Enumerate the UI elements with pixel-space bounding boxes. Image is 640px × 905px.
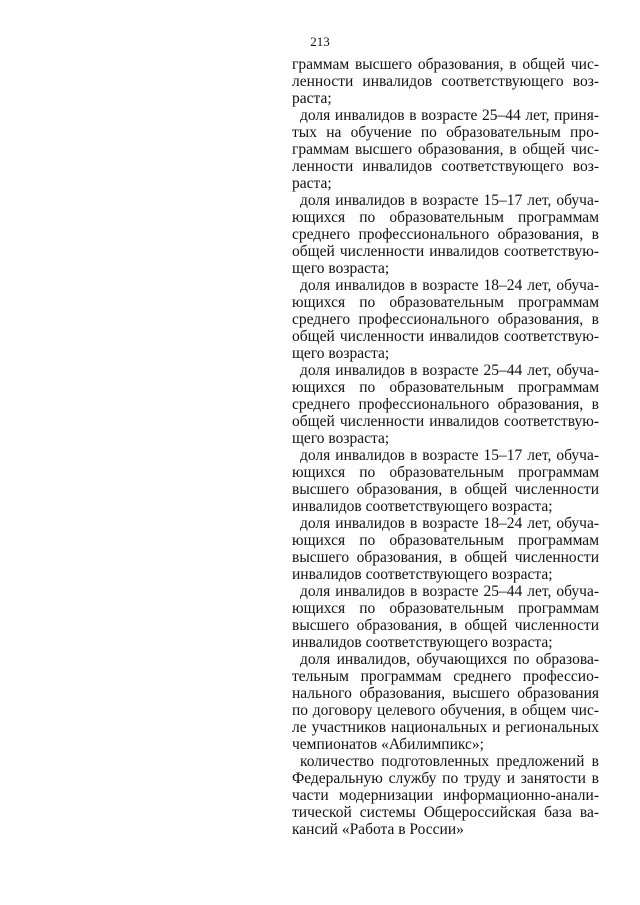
body-text-column	[292, 56, 599, 838]
list-item-paragraph	[292, 447, 599, 515]
page-number: 213	[310, 34, 330, 49]
text-line: тельным программам среднего профессио-	[292, 668, 599, 685]
text-line: щего возраста;	[292, 430, 390, 447]
text-line: ленности инвалидов соответствующего воз-	[292, 158, 599, 175]
text-line: инвалидов соответствующего возраста;	[292, 634, 553, 651]
text-line: общей численности инвалидов соответствую-	[292, 413, 599, 430]
text-line: кансий «Работа в России»	[292, 821, 464, 838]
text-line: щего возраста;	[292, 260, 390, 277]
list-item-paragraph	[292, 583, 599, 651]
text-line: среднего профессионального образования, в	[292, 396, 599, 413]
text-line: Федеральную службу по труду и занятости в	[292, 770, 599, 787]
text-line: доля инвалидов в возрасте 18–24 лет, обуча-	[300, 515, 599, 532]
text-line: общей численности инвалидов соответствую-	[292, 328, 599, 345]
list-item-paragraph	[292, 753, 599, 838]
text-line: высшего образования, в общей численности	[292, 549, 599, 566]
text-line: количество подготовленных предложений в	[300, 753, 599, 770]
text-line: доля инвалидов в возрасте 15–17 лет, обуча-	[300, 447, 599, 464]
text-line: высшего образования, в общей численности	[292, 617, 599, 634]
list-item-paragraph	[292, 56, 599, 107]
text-line: тической системы Общероссийская база ва-	[292, 804, 599, 821]
text-line: ленности инвалидов соответствующего воз-	[292, 73, 599, 90]
text-line: граммам высшего образования, в общей чис-	[292, 56, 599, 73]
text-line: инвалидов соответствующего возраста;	[292, 566, 553, 583]
list-item-paragraph	[292, 651, 599, 753]
text-line: доля инвалидов в возрасте 25–44 лет, приня-	[300, 107, 599, 124]
text-line: раста;	[292, 175, 332, 192]
text-line: ющихся по образовательным программам	[292, 209, 599, 226]
text-line: граммам высшего образования, в общей чис-	[292, 141, 599, 158]
text-line: ющихся по образовательным программам	[292, 464, 599, 481]
text-line: чемпионатов «Абилимпикс»;	[292, 736, 484, 753]
text-line: ющихся по образовательным программам	[292, 294, 599, 311]
text-line: части модернизации информационно-анали-	[292, 787, 599, 804]
text-line: ющихся по образовательным программам	[292, 532, 599, 549]
text-line: нального образования, высшего образования	[292, 685, 599, 702]
text-line: общей численности инвалидов соответствую-	[292, 243, 599, 260]
text-line: ле участников национальных и региональных	[292, 719, 599, 736]
text-line: раста;	[292, 90, 332, 107]
text-line: доля инвалидов в возрасте 18–24 лет, обуча-	[300, 277, 599, 294]
text-line: доля инвалидов в возрасте 15–17 лет, обуча-	[300, 192, 599, 209]
text-line: тых на обучение по образовательным про-	[292, 124, 599, 141]
text-line: щего возраста;	[292, 345, 390, 362]
text-line: доля инвалидов в возрасте 25–44 лет, обуча-	[300, 362, 599, 379]
list-item-paragraph	[292, 192, 599, 277]
text-line: высшего образования, в общей численности	[292, 481, 599, 498]
text-line: доля инвалидов в возрасте 25–44 лет, обуча-	[300, 583, 599, 600]
list-item-paragraph	[292, 107, 599, 192]
text-line: по договору целевого обучения, в общем чис-	[292, 702, 599, 719]
list-item-paragraph	[292, 362, 599, 447]
text-line: доля инвалидов, обучающихся по образова-	[300, 651, 599, 668]
text-line: среднего профессионального образования, в	[292, 311, 599, 328]
list-item-paragraph	[292, 277, 599, 362]
text-line: инвалидов соответствующего возраста;	[292, 498, 553, 515]
text-line: среднего профессионального образования, в	[292, 226, 599, 243]
text-line: ющихся по образовательным программам	[292, 600, 599, 617]
text-line: ющихся по образовательным программам	[292, 379, 599, 396]
list-item-paragraph	[292, 515, 599, 583]
